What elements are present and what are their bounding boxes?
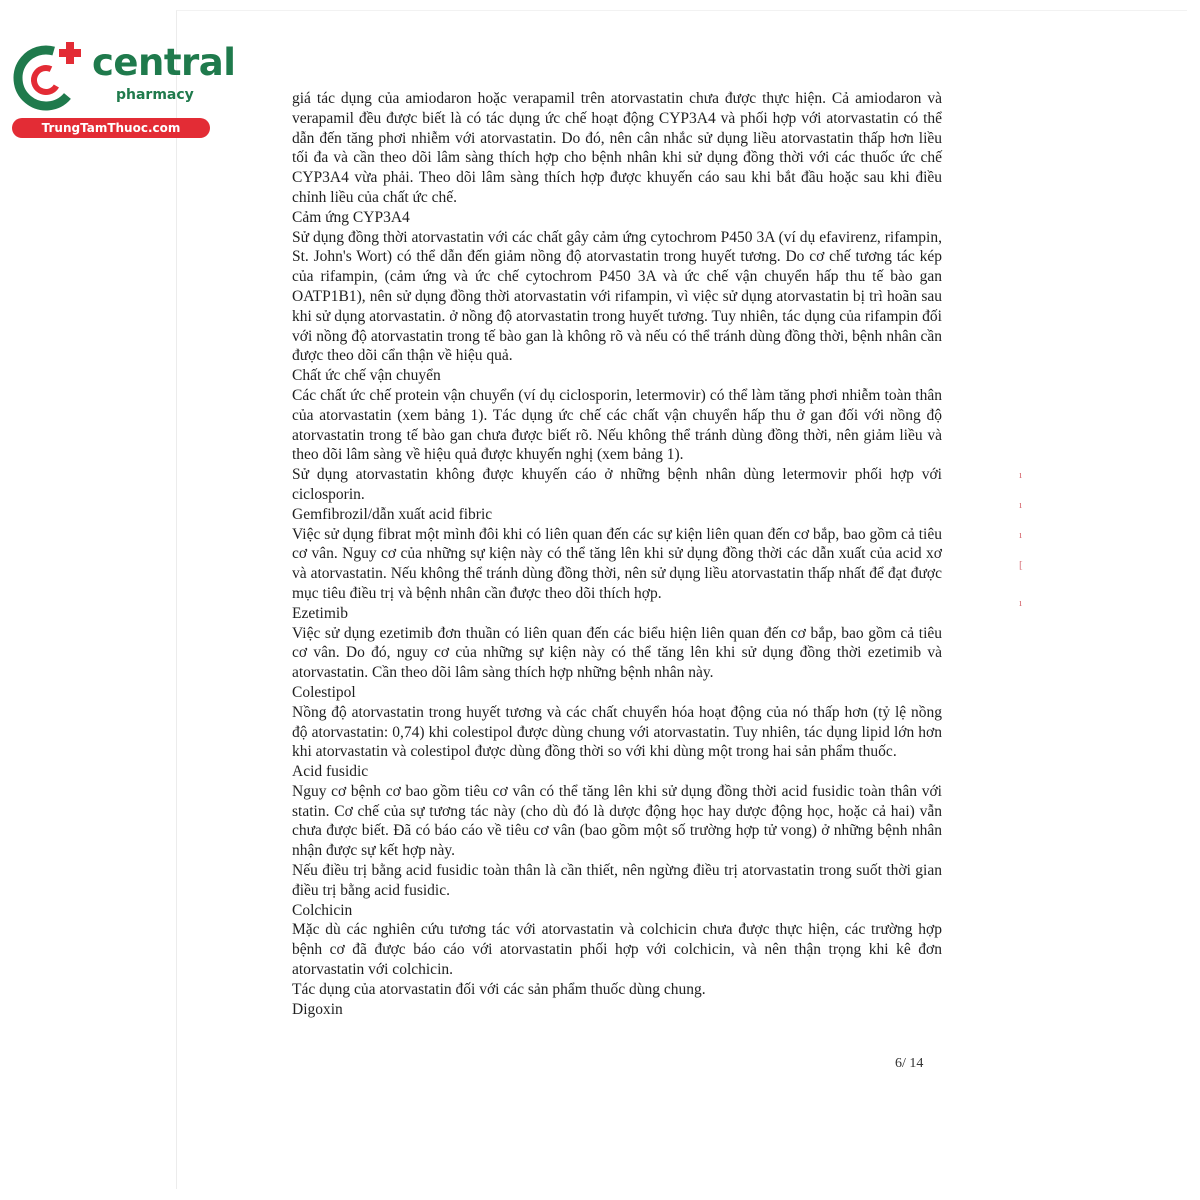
body-paragraph: giá tác dụng của amiodaron hoặc verapamil trên atorvastatin chưa được thực hiện. Cả amiodaron và verapamil đều được biết là có tác dụng ức chế hoạt động CYP3A4 và phối hợp với atorvastatin có thể dẫn đến tăng phơi nhiễm với atorvastatin. Do đó, nên cân nhắc sử dụng liều atorvastatin thấp hơn liều tối đa và cần theo dõi lâm sàng thích hợp cho bệnh nhân khi sử dụng đồng thời với các thuốc ức chế CYP3A4 vừa phải. Theo dõi lâm sàng thích hợp được khuyến cáo sau khi bắt đầu hoặc sau khi điều chỉnh liều của chất ức chế.: [292, 90, 942, 206]
section-heading: Cảm ứng CYP3A4: [292, 208, 410, 226]
section-heading: Chất ức chế vận chuyển: [292, 367, 441, 385]
page-number: 6/ 14: [895, 1056, 924, 1071]
brand-logo[interactable]: [10, 38, 236, 138]
pharmacy-cross-icon: [10, 38, 90, 118]
brand-website[interactable]: TrungTamThuoc.com: [12, 118, 210, 138]
body-paragraph: Các chất ức chế protein vận chuyển (ví dụ ciclosporin, letermovir) có thể làm tăng phơi nhiễm toàn thân của atorvastatin (xem bảng 1). Tác dụng ức chế các chất vận chuyển hấp thu ở gan đối với nồng độ atorvastatin trong tế bào gan chưa được biết rõ. Nếu không thể tránh dùng đồng thời, nên giảm liều và theo dõi lâm sàng về hiệu quả được khuyến nghị (xem bảng 1).: [292, 386, 942, 464]
body-paragraph: Việc sử dụng ezetimib đơn thuần có liên quan đến các biểu hiện liên quan đến cơ bắp, bao gồm cả tiêu cơ vân. Do đó, nguy cơ của những sự kiện này có thể tăng lên khi sử dụng đồng thời ezetimib và atorvastatin. Cần theo dõi lâm sàng thích hợp những bệnh nhân này.: [292, 624, 942, 682]
brand-subtitle: pharmacy: [116, 87, 194, 103]
red-stamp-mark: ı ı ı [ ı: [1019, 469, 1023, 609]
brand-name: central: [92, 41, 236, 84]
body-paragraph: Tác dụng của atorvastatin đối với các sản phẩm thuốc dùng chung.: [292, 980, 706, 998]
section-heading: Gemfibrozil/dẫn xuất acid fibric: [292, 505, 493, 523]
body-paragraph: Sử dụng atorvastatin không được khuyến cáo ở những bệnh nhân dùng letermovir phối hợp với ciclosporin.: [292, 466, 942, 503]
body-paragraph: Nguy cơ bệnh cơ bao gồm tiêu cơ vân có thể tăng lên khi sử dụng đồng thời acid fusidic toàn thân với statin. Cơ chế của sự tương tác này (cho dù đó là dược động học hay dược động học, hoặc cả hai) vẫn chưa được biết. Đã có báo cáo về tiêu cơ vân (bao gồm một số trường hợp tử vong) ở những bệnh nhân nhận được sự kết hợp này.: [292, 782, 942, 860]
body-paragraph: Sử dụng đồng thời atorvastatin với các chất gây cảm ứng cytochrom P450 3A (ví dụ efavirenz, rifampin, St. John's Wort) có thể dẫn đến giảm nồng độ atorvastatin trong huyết tương. Do cơ chế tương tác kép của rifampin, (cảm ứng và ức chế cytochrom P450 3A và ức chế vận chuyển hấp thu tế bào gan OATP1B1), nên sử dụng đồng thời atorvastatin với rifampin, vì việc sử dụng atorvastatin bị trì hoãn sau khi sử dụng atorvastatin. ở nồng độ atorvastatin trong huyết tương. Tuy nhiên, tác dụng của rifampin đối với nồng độ atorvastatin trong tế bào gan là không rõ và nếu có thể tránh dùng đồng thời, bệnh nhân cần được theo dõi cẩn thận về hiệu quả.: [292, 228, 942, 365]
body-paragraph: Nồng độ atorvastatin trong huyết tương và các chất chuyển hóa hoạt động của nó thấp hơn (tỷ lệ nồng độ atorvastatin: 0,74) khi colestipol được dùng chung với atorvastatin. Tuy nhiên, tác dụng lipid lớn hơn khi atorvastatin và colestipol được dùng đồng thời so với khi dùng một trong hai sản phẩm thuốc.: [292, 703, 942, 761]
section-heading: Acid fusidic: [292, 763, 369, 781]
section-heading: Digoxin: [292, 1000, 343, 1018]
section-heading: Colchicin: [292, 901, 353, 919]
section-heading: Colestipol: [292, 683, 356, 701]
body-paragraph: Mặc dù các nghiên cứu tương tác với atorvastatin và colchicin chưa được thực hiện, các trường hợp bệnh cơ đã được báo cáo với atorvastatin phối hợp với colchicin, và nên thận trọng khi kê đơn atorvastatin với colchicin.: [292, 921, 942, 979]
document-body: [292, 89, 942, 1019]
body-paragraph: Việc sử dụng fibrat một mình đôi khi có liên quan đến các sự kiện liên quan đến cơ bắp, bao gồm cả tiêu cơ vân. Nguy cơ của những sự kiện này có thể tăng lên khi sử dụng đồng thời các dẫn xuất của acid xơ và atorvastatin. Nếu không thể tránh dùng đồng thời, nên sử dụng liều atorvastatin thấp nhất để đạt được mục tiêu điều trị và bệnh nhân cần được theo dõi thích hợp.: [292, 525, 942, 602]
body-paragraph: Nếu điều trị bằng acid fusidic toàn thân là cần thiết, nên ngừng điều trị atorvastatin trong suốt thời gian điều trị bằng acid fusidic.: [292, 862, 942, 899]
section-heading: Ezetimib: [292, 604, 348, 622]
